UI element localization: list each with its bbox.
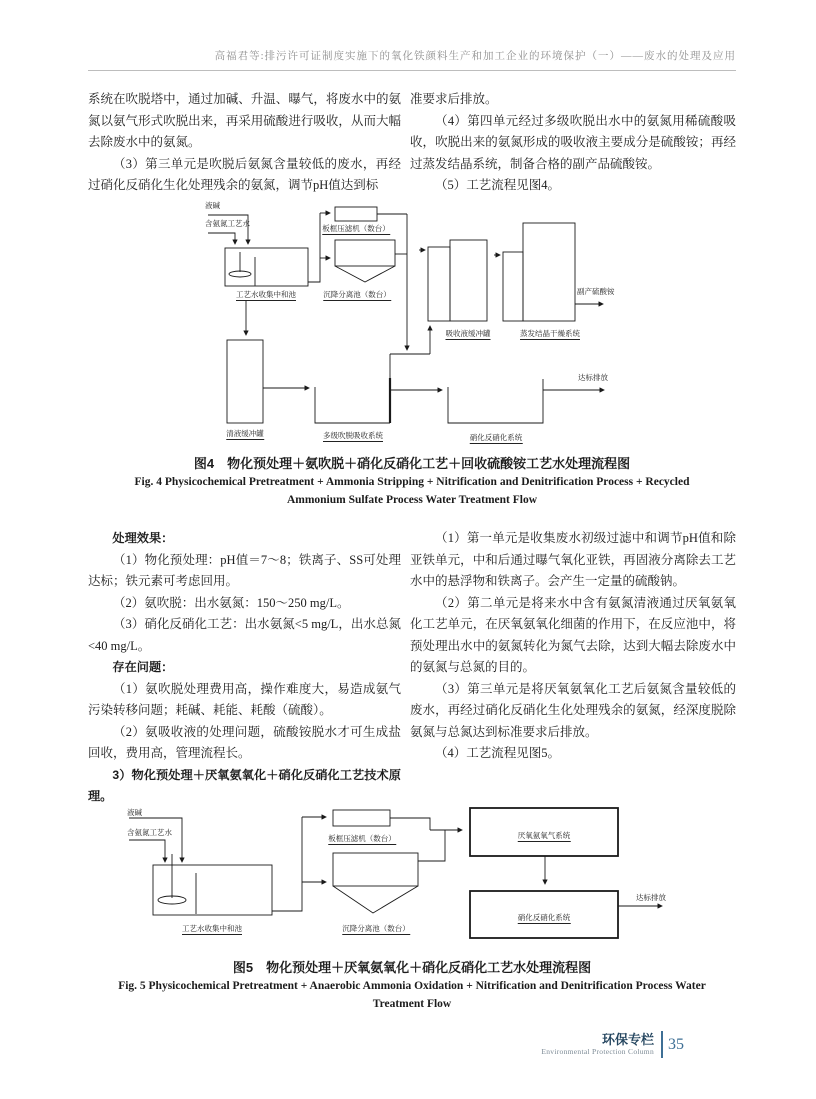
- footer-column-cn: 环保专栏: [601, 1032, 654, 1047]
- figure4-flow-diagram: [118, 198, 738, 452]
- paragraph: （2）第二单元是将来水中含有氨氮清液通过厌氧氨氧化工艺单元，在厌氧氨氧化细菌的作用下，在反应池中，将预处理出水中的氨氮转化为氮气去除，达到大幅去除废水中的氨氮与总氮的目的。: [410, 595, 736, 674]
- paragraph: （3）第三单元是吹脱后氨氮含量较低的废水，再经过硝化反硝化生化处理残余的氨氮，调节pH值达到标: [88, 156, 401, 192]
- figure5-caption-en-line2: Treatment Flow: [372, 998, 452, 1010]
- figure5-caption-cn: 图5 物化预处理＋厌氧氨氧化＋硝化反硝化工艺水处理流程图: [232, 960, 592, 975]
- paragraph: （5）工艺流程见图4。: [435, 178, 561, 192]
- fig4-label-discharge: 达标排放: [578, 373, 608, 382]
- fig4-label-neutralization-tank: 工艺水收集中和池: [236, 290, 296, 299]
- fig4-label-feed: 含氨氮工艺水: [205, 219, 250, 228]
- paragraph: （2）氨吹脱：出水氨氮：150～250 mg/L。: [113, 595, 350, 610]
- figure4-caption-cn: 图4 物化预处理＋氨吹脱＋硝化反硝化工艺＋回收硫酸铵工艺水处理流程图: [193, 456, 631, 471]
- fig5-label-settling-tank: 沉降分离池（数台）: [342, 924, 410, 933]
- column-top-right: [410, 89, 736, 197]
- fig5-label-feed: 含氨氮工艺水: [127, 828, 172, 837]
- figure4-linework: [118, 198, 738, 452]
- figure4-caption-en-line1: Fig. 4 Physicochemical Pretreatment + Ammonia Stripping + Nitrification and Denitrification Process + Recycled: [134, 476, 690, 488]
- fig5-label-filter-press: 板框压滤机（数台）: [328, 834, 396, 843]
- fig4-label-filter-press: 板框压滤机（数台）: [322, 224, 390, 233]
- fig5-label-nitrification-system: 硝化反硝化系统: [517, 913, 571, 922]
- paragraph: （1）物化预处理：pH值＝7～8；铁离子、SS可处理达标；铁元素可考虑回用。: [88, 552, 401, 588]
- paragraph: 系统在吹脱塔中，通过加碱、升温、曝气，将废水中的氨氮以氨气形式吹脱出来，再采用硫酸进行吸收，从而大幅去除废水中的氨氮。: [88, 92, 401, 149]
- fig4-label-settling-tank: 沉降分离池（数台）: [323, 290, 391, 299]
- footer-divider: [661, 1031, 663, 1058]
- fig4-label-caustic: 液碱: [205, 201, 220, 210]
- paragraph: （3）硝化反硝化工艺：出水氨氮<5 mg/L，出水总氮<40 mg/L。: [88, 617, 401, 653]
- footer-column-en: Environmental Protection Column: [541, 1047, 654, 1056]
- column-middle-left: [88, 528, 401, 808]
- heading-existing-problems: 存在问题：: [112, 660, 174, 674]
- fig4-label-nitrification-system: 硝化反硝化系统: [469, 433, 523, 442]
- heading-process-principle: 3）物化预处理＋厌氧氨氧化＋硝化反硝化工艺技术原理。: [88, 767, 401, 803]
- figure5-linework: [118, 806, 738, 958]
- figure5-flow-diagram: [118, 806, 738, 958]
- paragraph: （4）工艺流程见图5。: [435, 746, 561, 760]
- fig5-label-discharge: 达标排放: [636, 893, 666, 902]
- figure5-caption: [88, 959, 736, 1013]
- fig4-label-clear-liquid-tank: 清液缓冲罐: [226, 429, 264, 438]
- column-middle-right: [410, 528, 736, 765]
- heading-treatment-effect: 处理效果：: [112, 531, 174, 545]
- paragraph: 准要求后排放。: [410, 92, 498, 106]
- column-top-left: [88, 89, 401, 197]
- paragraph: （4）第四单元经过多级吹脱出水中的氨氮用稀硫酸吸收，吹脱出来的氨氮形成的吸收液主要成分是硫酸铵；再经过蒸发结晶系统，制备合格的副产品硫酸铵。: [410, 113, 736, 171]
- paragraph: （3）第三单元是将厌氧氨氧化工艺后氨氮含量较低的废水，再经过硝化反硝化生化处理残余的氨氮，经深度脱除氨氮与总氮达到标准要求后排放。: [410, 681, 736, 739]
- fig4-label-absorption-buffer-tank: 吸收液缓冲罐: [445, 329, 491, 338]
- fig5-label-neutralization-tank: 工艺水收集中和池: [182, 924, 242, 933]
- page-number: 35: [668, 1035, 684, 1053]
- fig5-label-caustic: 液碱: [127, 808, 142, 817]
- fig4-label-stripping-system: 多级吹脱吸收系统: [323, 431, 383, 440]
- page-footer: [400, 1031, 684, 1058]
- figure4-caption-en-line2: Ammonium Sulfate Process Water Treatment Flow: [286, 494, 538, 506]
- fig5-label-anammox-system: 厌氧氨氧气系统: [517, 831, 571, 840]
- figure4-caption: [88, 455, 736, 509]
- running-header: 高福君等:排污许可证制度实施下的氧化铁颜料生产和加工企业的环境保护（一）——废水的处理及应用: [214, 51, 736, 62]
- header-rule: [88, 70, 736, 71]
- fig4-label-byproduct: 副产硫酸铵: [577, 287, 615, 296]
- footer-column-title: [541, 1032, 654, 1057]
- fig4-label-evaporation-system: 蒸发结晶干燥系统: [520, 329, 580, 338]
- paragraph: （1）第一单元是收集废水初级过滤中和调节pH值和除亚铁单元，中和后通过曝气氧化亚铁，再固液分离除去工艺水中的悬浮物和铁离子。会产生一定量的硫酸钠。: [410, 531, 736, 588]
- paragraph: （2）氨吸收液的处理问题，硫酸铵脱水才可生成盐回收，费用高，管理流程长。: [88, 724, 401, 760]
- figure5-caption-en-line1: Fig. 5 Physicochemical Pretreatment + Anaerobic Ammonia Oxidation + Nitrification and Denitrification Process Water: [118, 980, 706, 992]
- paragraph: （1）氨吹脱处理费用高，操作难度大，易造成氨气污染转移问题；耗碱、耗能、耗酸（硫酸）。: [88, 681, 401, 717]
